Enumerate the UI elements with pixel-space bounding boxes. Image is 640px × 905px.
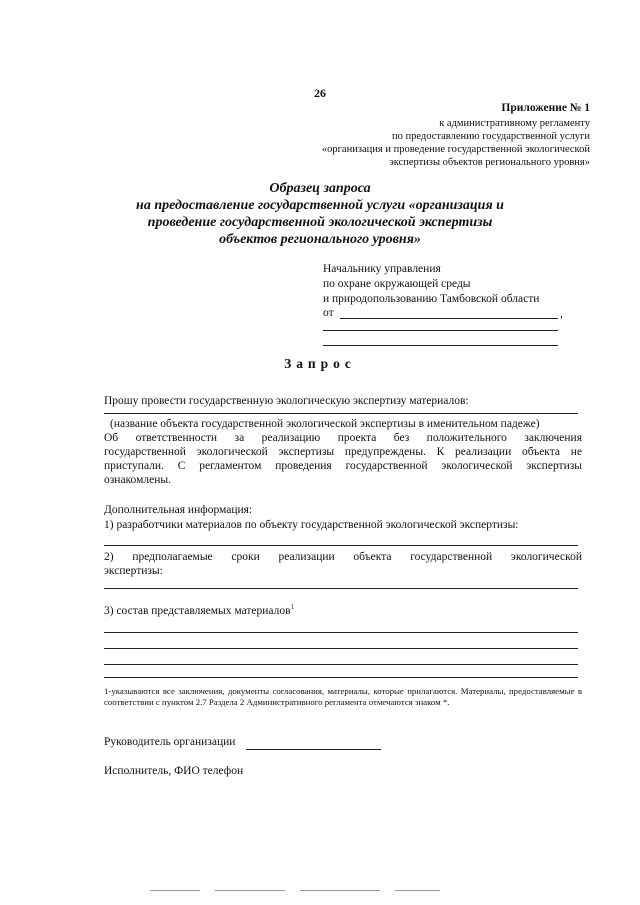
addressee-line: Начальнику управления	[323, 263, 441, 275]
appendix-title: Приложение № 1	[501, 102, 590, 114]
object-field-line	[104, 413, 578, 414]
object-hint: (название объекта государственной экологической экспертизы в именительном падеже)	[110, 418, 540, 430]
additional-title: Дополнительная информация:	[104, 504, 253, 516]
page-number: 26	[314, 86, 326, 100]
sample-title-line: объектов регионального уровня»	[219, 232, 421, 247]
head-signature-line	[246, 749, 381, 750]
addressee-line: и природопользованию Тамбовской области	[323, 293, 540, 305]
footnote: 1-указываются все заключения, документы согласования, материалы, которые прилагаются. Материалы, предоставляемые в соответствии с пунктом 2.7 Раздела 2 Административного регламента отмечаются знаком *.	[104, 686, 582, 707]
paragraph-line: государственной экологической экспертизы предупреждены. К реализации объекта не	[104, 446, 582, 458]
scan-artifact	[150, 890, 200, 891]
from-field-line-3	[323, 345, 558, 346]
scan-artifact	[300, 890, 380, 891]
item-3-field-line	[104, 664, 578, 665]
heading-zapros: Запрос	[284, 356, 356, 371]
item-2-field-line	[104, 588, 578, 589]
scan-artifact	[215, 890, 285, 891]
additional-item-2: 2) предполагаемые сроки реализации объекта государственной экологической	[104, 551, 582, 563]
appendix-line: экспертизы объектов регионального уровня»	[389, 157, 590, 168]
appendix-line: по предоставлению государственной услуги	[392, 131, 590, 142]
paragraph-line: Об ответственности за реализацию проекта без положительного заключения	[104, 432, 582, 444]
executor-label: Исполнитель, ФИО телефон	[104, 765, 244, 777]
item-1-field-line	[104, 545, 578, 546]
appendix-line: к административному регламенту	[439, 118, 590, 129]
from-comma: ,	[560, 308, 563, 320]
additional-item-1: 1) разработчики материалов по объекту государственной экологической экспертизы:	[104, 519, 519, 531]
additional-item-2-cont: экспертизы:	[104, 565, 163, 577]
scan-artifact	[395, 890, 440, 891]
additional-item-3: 3) состав представляемых материалов$^1$	[104, 603, 295, 617]
head-label: Руководитель организации	[104, 736, 236, 748]
addressee-line: по охране окружающей среды	[323, 278, 471, 290]
from-label: от	[323, 307, 334, 319]
sample-title: Образец запроса	[269, 181, 371, 196]
appendix-line: «организация и проведение государственной экологической	[321, 144, 590, 155]
sample-title-line: проведение государственной экологической экспертизы	[147, 215, 493, 230]
request-intro: Прошу провести государственную экологическую экспертизу материалов:	[104, 395, 469, 407]
paragraph-line: ознакомлены.	[104, 474, 171, 486]
from-field-line-2	[323, 330, 558, 331]
item-3-field-line	[104, 648, 578, 649]
sample-title-line: на предоставление государственной услуги «организация и	[136, 198, 504, 213]
paragraph-line: приступали. С регламентом проведения государственной экологической экспертизы	[104, 460, 582, 472]
item-3-field-line	[104, 632, 578, 633]
footnote-ref: 1	[290, 603, 295, 611]
from-field-line	[340, 318, 558, 319]
item-3-field-line	[104, 677, 578, 678]
